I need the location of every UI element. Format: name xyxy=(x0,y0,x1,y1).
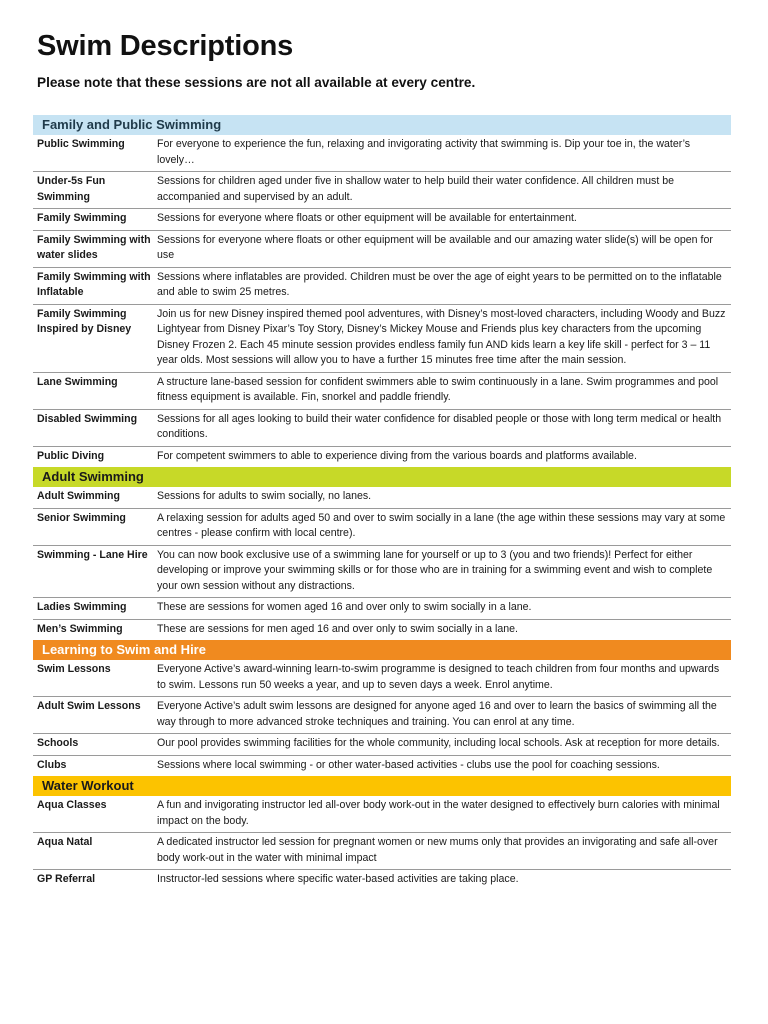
session-description: A relaxing session for adults aged 50 and over to swim socially in a lane (the age within these sessions may vary at some centres - please confirm with local centre). xyxy=(157,511,726,539)
table-row xyxy=(33,833,731,870)
session-name: Family Swimming with Inflatable xyxy=(37,270,151,298)
session-name: Disabled Swimming xyxy=(37,412,138,425)
session-description: Sessions for adults to swim socially, no lanes. xyxy=(157,490,372,502)
session-name: GP Referral xyxy=(37,873,96,885)
table-row xyxy=(33,373,731,410)
table-row xyxy=(33,697,731,734)
table-row xyxy=(33,172,731,209)
session-name: Aqua Natal xyxy=(37,836,93,848)
session-name: Senior Swimming xyxy=(37,511,126,524)
table-row xyxy=(33,509,731,546)
session-description: Everyone Active’s adult swim lessons are designed for anyone aged 16 and over to learn the basics of swimming all the way through to more advanced stroke techniques and training. You can enrol at any time. xyxy=(157,700,717,728)
session-description: These are sessions for men aged 16 and over only to swim socially in a lane. xyxy=(157,622,518,635)
section-learning-to-swim-and-hire xyxy=(33,640,731,776)
table-row xyxy=(33,487,731,509)
session-name: Under-5s Fun Swimming xyxy=(37,175,106,203)
session-description: Sessions for all ages looking to build their water confidence for disabled people or those with long term medical or health conditions. xyxy=(157,412,722,440)
table-row xyxy=(33,598,731,620)
session-name: Schools xyxy=(37,737,79,749)
session-description: You can now book exclusive use of a swimming lane for yourself or up to 3 (you and two friends)! Perfect for either developing or improve your swimming skills or for those who are in training for a swimming event and wish to complete your own session without any distractions. xyxy=(157,548,713,592)
page-subtitle: Please note that these sessions are not all available at every centre. xyxy=(37,75,476,90)
session-description: Everyone Active’s award-winning learn-to-swim programme is designed to teach children from four months and upwards to swim. Lessons run 50 weeks a year, and up to seven days a week. Enrol anytime. xyxy=(157,663,720,691)
session-description: A dedicated instructor led session for pregnant women or new mums only that provides an invigorating and safe all-over body work-out in the water with minimal impact xyxy=(157,836,718,864)
table-row xyxy=(33,796,731,833)
table-row xyxy=(33,620,731,641)
table-row xyxy=(33,734,731,756)
session-description: Our pool provides swimming facilities for the whole community, including local schools. Ask at reception for more details. xyxy=(157,737,720,749)
session-name: Aqua Classes xyxy=(37,799,107,811)
table-row xyxy=(33,268,731,305)
section-adult-swimming xyxy=(33,467,731,640)
session-name: Swim Lessons xyxy=(37,663,111,675)
session-name: Adult Swim Lessons xyxy=(37,700,141,712)
session-description: Sessions where inflatables are provided. Children must be over the age of eight years to be permitted on to the inflatable and able to swim 25 metres. xyxy=(157,270,722,298)
session-name: Family Swimming xyxy=(37,212,127,224)
table-row xyxy=(33,209,731,231)
session-description: For everyone to experience the fun, relaxing and invigorating activity that swimming is. Dip your toe in, the water’s lovely… xyxy=(157,138,691,166)
table-row xyxy=(33,410,731,447)
table-row xyxy=(33,660,731,697)
session-description: Join us for new Disney inspired themed pool adventures, with Disney’s most-loved characters, including Woody and Buzz Lightyear from Disney Pixar’s Toy Story, Disney’s Mickey Mouse and Friends plus key characters from the upcoming Disney Frozen 2. Each 45 minute session provides endless family fun AND kids learn a key life skill - perfect for 3 – 11 year olds. Most sessions will allow you to have a further 15 minutes free time after the main session. xyxy=(157,307,726,366)
section-water-workout xyxy=(33,776,731,891)
session-name: Men’s Swimming xyxy=(37,622,123,635)
section-heading: Family and Public Swimming xyxy=(33,115,731,135)
session-name: Family Swimming with water slides xyxy=(37,233,151,261)
table-row xyxy=(33,870,731,891)
session-name: Public Swimming xyxy=(37,138,125,150)
session-description: Sessions where local swimming - or other water-based activities - clubs use the pool for coaching sessions. xyxy=(157,758,660,771)
page-title: Swim Descriptions xyxy=(37,30,294,62)
session-description: These are sessions for women aged 16 and over only to swim socially in a lane. xyxy=(157,601,532,613)
table-row xyxy=(33,756,731,777)
section-heading: Learning to Swim and Hire xyxy=(33,640,731,660)
session-description: Sessions for everyone where floats or other equipment will be available for entertainment. xyxy=(157,212,577,224)
session-name: Ladies Swimming xyxy=(37,601,127,613)
table-row xyxy=(33,305,731,373)
section-family-public-swimming xyxy=(33,115,731,467)
session-name: Public Diving xyxy=(37,449,105,462)
section-heading: Adult Swimming xyxy=(33,467,731,487)
session-description: For competent swimmers to able to experience diving from the various boards and platforms available. xyxy=(157,449,637,462)
session-name: Clubs xyxy=(37,758,67,771)
table-row xyxy=(33,135,731,172)
session-name: Adult Swimming xyxy=(37,490,120,502)
table-row xyxy=(33,546,731,599)
session-name: Lane Swimming xyxy=(37,375,118,388)
table-row xyxy=(33,231,731,268)
session-name: Swimming - Lane Hire xyxy=(37,548,148,561)
session-description: A fun and invigorating instructor led all-over body work-out in the water designed to effectively burn calories with minimal impact on the body. xyxy=(157,799,720,827)
table-row xyxy=(33,447,731,468)
session-description: Sessions for children aged under five in shallow water to help build their water confidence. All children must be accompanied and supervised by an adult. xyxy=(157,175,675,203)
session-name: Family Swimming Inspired by Disney xyxy=(37,307,132,335)
session-description: Instructor-led sessions where specific water-based activities are taking place. xyxy=(157,873,519,885)
session-description: Sessions for everyone where floats or other equipment will be available and our amazing water slide(s) will be open for use xyxy=(157,233,713,261)
session-description: A structure lane-based session for confident swimmers able to swim continuously in a lane. Swim programmes and pool fitness equipment is available. Fin, snorkel and paddle friendly. xyxy=(157,375,719,403)
section-heading: Water Workout xyxy=(33,776,731,796)
swim-descriptions-table xyxy=(33,115,731,891)
